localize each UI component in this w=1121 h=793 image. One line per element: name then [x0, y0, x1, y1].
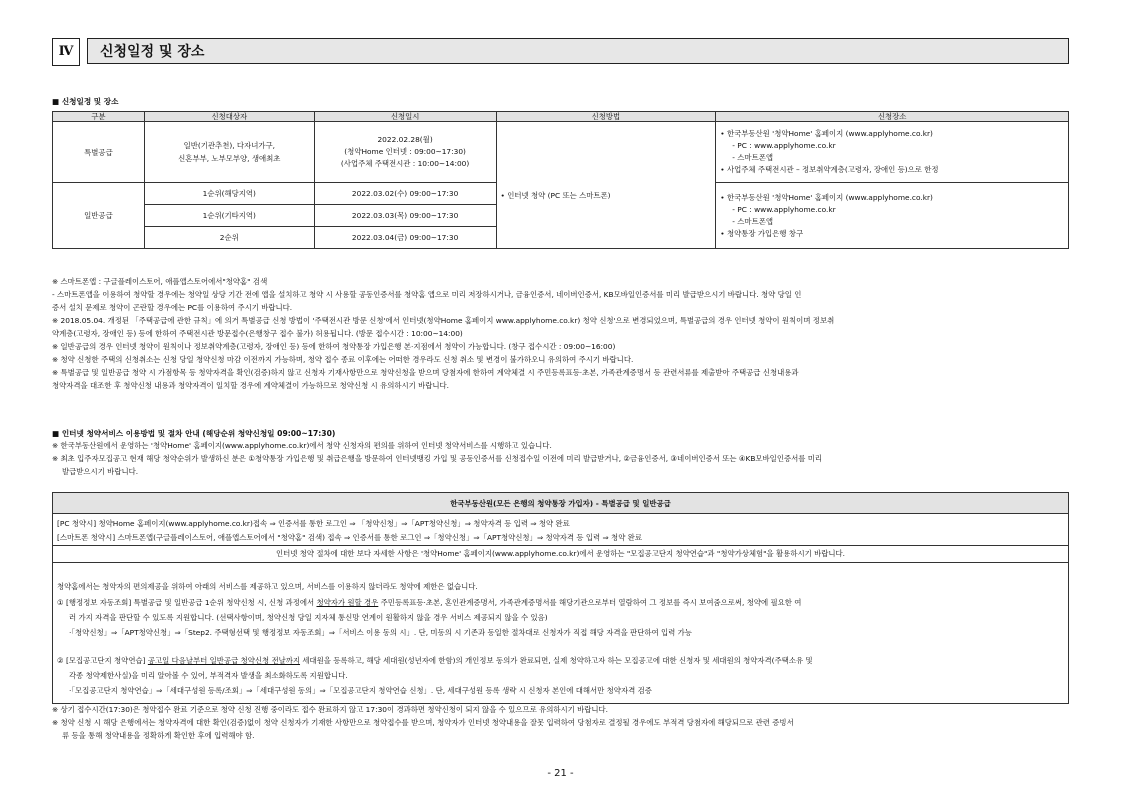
schedule-table — [52, 111, 1069, 249]
service-1-cont: 러 가지 자격을 판단할 수 있도록 지원합니다. (선택사항이며, 청약신청 당일 지자체 통신망 연계이 원활하지 않을 경우 서비스 제공되지 않을 수 있음) — [69, 613, 548, 622]
service-2-cont: 각종 청약제한사실)을 미리 알아볼 수 있어, 부적격자 발생을 최소화하도록 지원합니다. — [69, 671, 348, 680]
datetime-cell — [314, 122, 496, 183]
table-header-row — [53, 112, 1069, 122]
place-line: • 청약통장 가입은행 창구 — [720, 228, 804, 238]
divider — [53, 562, 1068, 563]
note-line: ※ 일반공급의 경우 인터넷 청약이 원칙이나 정보취약계층(고령자, 장애인 등) 등에 한하여 청약통장 가입은행 본·지점에서 청약이 가능합니다. (창구 접수시간 : 09:00~16:00) — [52, 342, 616, 351]
note-line: ※ 특별공급 및 일반공급 청약 시 가점항목 등 청약자격을 확인(검증)하지 않고 신청자 기재사항만으로 청약신청을 받으며 당첨자에 한하여 계약체결 시 주민등록표등·초본, 가족관계증명서 등 관련서류를 제출받아 주택공급 신청내용과 — [52, 368, 799, 377]
divider — [53, 545, 1068, 546]
place-cell — [716, 122, 1069, 183]
note-line: 청약자격을 대조한 후 청약신청 내용과 청약자격이 일치할 경우에 계약체결이 가능하므로 청약신청 시 유의하시기 바랍니다. — [52, 381, 450, 390]
service-1-underline: 청약자가 원할 경우 — [316, 598, 379, 607]
procedure-box — [52, 514, 1069, 704]
section-title-internet: ■ 인터넷 청약서비스 이용방법 및 절차 안내 (해당순위 청약신청일 09:00~17:30) — [52, 429, 336, 438]
note-line: 류 등을 통해 청약내용을 정확하게 확인한 후에 입력해야 함. — [62, 731, 255, 740]
datetime-line: (청약Home 인터넷 : 09:00~17:30) — [344, 147, 466, 156]
col-header: 신청대상자 — [144, 112, 314, 122]
service-2-text: 세대원을 등록하고, 해당 세대원(성년자에 한함)의 개인정보 동의가 완료되면, 실제 청약하고자 하는 모집공고에 대한 신청자 및 세대원의 청약자격(주택소유 및 — [300, 656, 813, 665]
notes-final — [52, 703, 1072, 742]
place-line: • 한국부동산원 '청약Home' 홈페이지 (www.applyhome.co.kr) — [720, 129, 933, 138]
pc-procedure: [PC 청약시] 청약Home 홈페이지(www.applyhome.co.kr)접속 ⇒ 인증서를 통한 로그인 ⇒ 「청약신청」⇒「APT청약신청」⇒ 청약자격 등 입력 ⇒ 청약 완료 — [57, 519, 570, 528]
place-line: - 스마트폰앱 — [732, 153, 773, 162]
datetime-cell: 2022.03.02(수) 09:00~17:30 — [314, 183, 496, 205]
target-cell: 1순위(해당지역) — [144, 183, 314, 205]
service-1-text: ① [행정정보 자동조회] 특별공급 및 일반공급 1순위 청약신청 시, 신청 과정에서 — [57, 598, 317, 607]
method-cell: • 인터넷 청약 (PC 또는 스마트폰) — [496, 122, 716, 249]
target-line: 신혼부부, 노부모부양, 생애최초 — [178, 154, 281, 163]
note-line: ※ 청약 신청한 주택의 신청취소는 신청 당일 청약신청 마감 이전까지 가능하며, 청약 접수 종료 이후에는 어떠한 경우라도 신청 취소 및 변경이 불가하오니 유의하여 주시기 바랍니다. — [52, 355, 634, 364]
service-intro: 청약홈에서는 청약자의 편의제공을 위하여 아래의 서비스를 제공하고 있으며, 서비스를 이용하지 않더라도 청약에 제한은 없습니다. — [57, 582, 478, 591]
col-header: 신청방법 — [496, 112, 716, 122]
target-line: 일반(기관추천), 다자녀가구, — [183, 141, 275, 150]
note-line: 약계층(고령자, 장애인 등) 등에 한하여 주택전시관 방문접수(은행창구 접수 불가) 허용됩니다. (방문 접수시간 : 10:00~14:00) — [52, 329, 463, 338]
target-cell: 1순위(기타지역) — [144, 205, 314, 227]
target-cell: 2순위 — [144, 227, 314, 249]
note-line: ※ 2018.05.04. 개정된 「주택공급에 관한 규칙」에 의거 특별공급 신청 방법이 '주택전시관 방문 신청'에서 인터넷(청약Home 홈페이지 www.applyhome.co.kr) 청약 신청'으로 변경되었으며, 특별공급의 경우 인터넷 청약이 원칙이며 정보취 — [52, 316, 835, 325]
note-line: ※ 최초 입주자모집공고 현재 해당 청약순위가 발생하신 분은 ①청약통장 가입은행 및 취급은행을 방문하여 인터넷뱅킹 가입 및 공동인증서를 신청접수일 이전에 미리 발급받거나, ②금융인증서, ③네이버인증서 또는 ④KB모바일인증서를 미리 — [52, 454, 823, 463]
datetime-line: 2022.02.28(월) — [377, 135, 433, 144]
datetime-cell: 2022.03.04(금) 09:00~17:30 — [314, 227, 496, 249]
service-1-path: ·「청약신청」⇒「APT청약신청」⇒「Step2. 주택형선택 및 행정정보 자동조회」⇒「서비스 이용 동의 시」. 단, 미동의 시 기존과 동일한 절차대로 신청자가 직접 해당 자격을 판단하여 입력 가능 — [69, 628, 692, 637]
place-line: - 스마트폰앱 — [732, 216, 773, 226]
notes-schedule — [52, 275, 1072, 392]
section-number: Ⅳ — [52, 38, 80, 66]
mobile-procedure: [스마트폰 청약시] 스마트폰앱(구글플레이스토어, 애플앱스토어에서 "청약홈" 검색) 접속 ⇒ 인증서를 통한 로그인 ⇒「청약신청」⇒「APT청약신청」⇒ 청약자격 등 입력 ⇒ 청약 완료 — [57, 533, 642, 542]
note-line: ※ 청약 신청 시 해당 은행에서는 청약자격에 대한 확인(검증)없이 청약 신청자가 기재한 사항만으로 청약접수를 받으며, 청약자가 인터넷 청약내용을 잘못 입력하여 당첨자로 결정될 경우에도 부적격 당첨자에 해당되므로 관련 증빙서 — [52, 718, 794, 727]
service-2 — [57, 655, 1062, 666]
note-line: ※ 한국부동산원에서 운영하는 '청약Home' 홈페이지(www.applyhome.co.kr)에서 청약 신청자의 편의를 위하여 인터넷 청약서비스를 시행하고 있습니다. — [52, 441, 552, 450]
service-1-text: 주민등록표등·초본, 혼인관계증명서, 가족관계증명서를 해당기관으로부터 열람하여 그 정보를 즉시 보여줌으로써, 청약에 필요한 여 — [378, 598, 802, 607]
datetime-line: (사업주체 주택전시관 : 10:00~14:00) — [340, 159, 470, 168]
category-cell: 특별공급 — [53, 122, 145, 183]
place-line: • 한국부동산원 '청약Home' 홈페이지 (www.applyhome.co.kr) — [720, 192, 933, 202]
page-number: - 21 - — [547, 768, 574, 779]
target-cell — [144, 122, 314, 183]
col-header: 신청일시 — [314, 112, 496, 122]
place-line: - PC : www.applyhome.co.kr — [732, 141, 836, 150]
procedure-box-title: 한국부동산원(모든 은행의 청약통장 가입자) - 특별공급 및 일반공급 — [52, 492, 1069, 514]
note-line: - 스마트폰앱을 이용하여 청약할 경우에는 청약일 상당 기간 전에 앱을 설치하고 청약 시 사용할 공동인증서를 청약홈 앱으로 미리 저장하시거나, 금융인증서, 네이버인증서, KB모바일인증서를 미리 발급받으시기 바랍니다. 청약 당일 인 — [52, 290, 802, 299]
service-1 — [57, 597, 1062, 608]
notes-internet — [52, 439, 1072, 478]
place-line: - PC : www.applyhome.co.kr — [732, 204, 836, 214]
service-2-text: ② [모집공고단지 청약연습] — [57, 656, 148, 665]
service-2-underline: 공고일 다음날부터 일반공급 청약신청 전날까지 — [147, 656, 301, 665]
service-2-path: ·「모집공고단지 청약연습」⇒「세대구성원 등록/조회」⇒「세대구성원 동의」⇒「모집공고단지 청약연습 신청」. 단, 세대구성원 등록 생략 시 신청자 본인에 대해서만 청약자격 검증 — [69, 686, 652, 695]
note-line: 증서 설치 문제로 청약이 곤란할 경우에는 PC를 이용하여 주시기 바랍니다. — [52, 303, 293, 312]
practice-note: 인터넷 청약 절차에 대한 보다 자세한 사항은 '청약Home' 홈페이지(www.applyhome.co.kr)에서 운영하는 "모집공고단지 청약연습"과 "청약가상체험"을 활용하시기 바랍니다. — [275, 549, 845, 558]
note-line: ※ 상기 접수시간(17:30)은 청약접수 완료 기준으로 청약 신청 진행 중이라도 접수 완료하지 않고 17:30이 경과하면 청약신청이 되지 않을 수 있으므로 유의하시기 바랍니다. — [52, 705, 609, 714]
datetime-cell: 2022.03.03(목) 09:00~17:30 — [314, 205, 496, 227]
note-line: 발급받으시기 바랍니다. — [62, 467, 139, 476]
section-title-schedule: ■ 신청일정 및 장소 — [52, 97, 119, 106]
col-header: 신청장소 — [716, 112, 1069, 122]
category-cell: 일반공급 — [53, 183, 145, 249]
table-row — [53, 122, 1069, 183]
col-header: 구분 — [53, 112, 145, 122]
page-title: 신청일정 및 장소 — [87, 38, 1069, 64]
note-line: ※ 스마트폰앱 : 구글플레이스토어, 애플앱스토어에서"청약홈" 검색 — [52, 277, 268, 286]
place-cell — [716, 183, 1069, 249]
place-line: • 사업주체 주택전시관 – 정보취약계층(고령자, 장애인 등)으로 한정 — [720, 165, 939, 174]
